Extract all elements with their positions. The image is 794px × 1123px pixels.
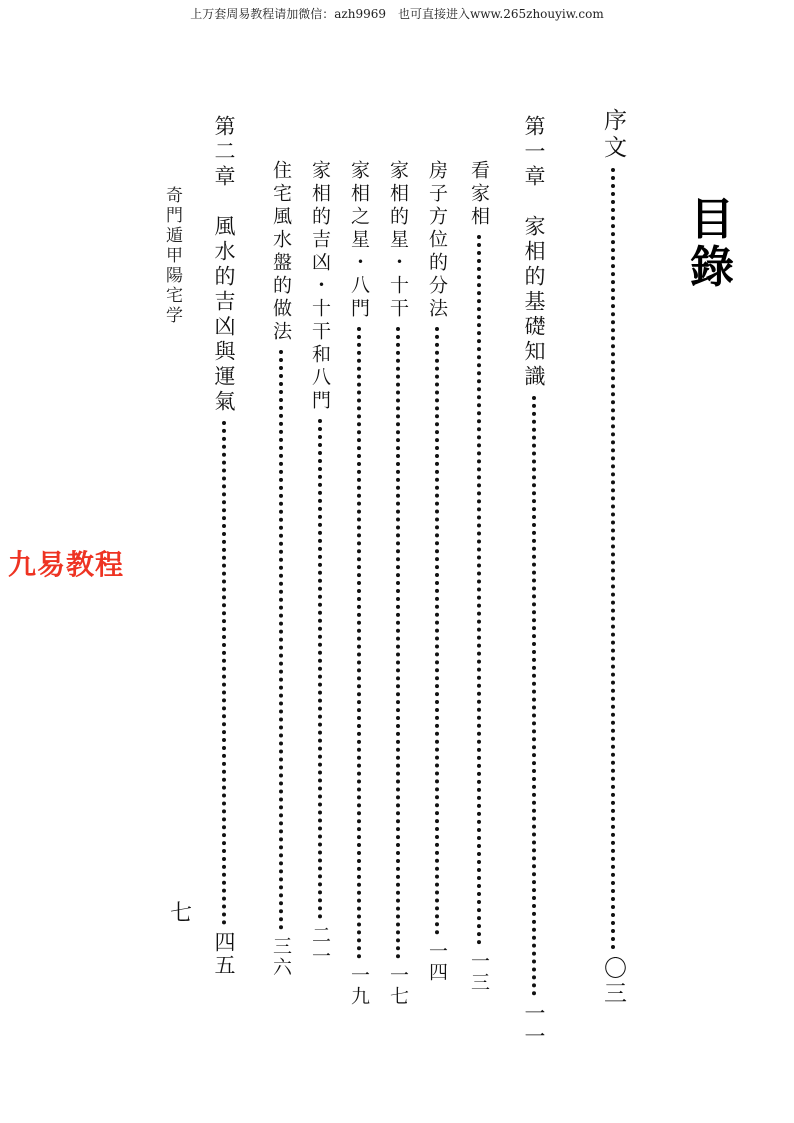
- toc-entry-label: 第二章 風水的吉凶與運氣: [212, 115, 236, 415]
- toc-entry-page: 一一: [522, 1002, 546, 1048]
- toc-leader-dots: [532, 396, 536, 996]
- toc-leader-dots: [611, 168, 615, 950]
- toc-entry-chapter-2: [210, 115, 238, 977]
- toc-entry-label: 住宅風水盤的做法: [270, 160, 292, 344]
- toc-entry-section: [307, 160, 333, 967]
- toc-entry-label: 家相的星・十干: [387, 160, 409, 321]
- toc-entry-page: 三六: [270, 936, 292, 978]
- toc-entry-label: 序文: [600, 108, 626, 162]
- toc-leader-dots: [222, 421, 226, 925]
- toc-entry-label: 看家相: [468, 160, 490, 229]
- toc-leader-dots: [357, 327, 361, 959]
- page-number: 七: [170, 901, 193, 926]
- toc-leader-dots: [477, 235, 481, 945]
- toc-entry-page: 一四: [426, 941, 448, 983]
- toc-entry-page: 〇三: [600, 956, 626, 1006]
- toc-entry-section: [424, 160, 450, 983]
- toc-entry-section: [385, 160, 411, 1007]
- toc-entry-page: 一三: [468, 951, 490, 993]
- toc-entry-page: 二一: [309, 925, 331, 967]
- toc-title-char-2: 錄: [690, 242, 734, 293]
- toc-entry-section: [346, 160, 372, 1007]
- toc-entry-section: [268, 160, 294, 978]
- toc-entry-label: 家相的吉凶・十干和八門: [309, 160, 331, 413]
- toc-entry-preface: [598, 108, 628, 1006]
- toc-leader-dots: [279, 350, 283, 930]
- toc-leader-dots: [396, 327, 400, 959]
- toc-leader-dots: [318, 419, 322, 919]
- toc-entry-chapter-1: [520, 115, 548, 1048]
- toc-entry-label: 房子方位的分法: [426, 160, 448, 321]
- book-side-title: 奇門遁甲陽宅学: [162, 186, 182, 326]
- toc-entry-label: 第一章 家相的基礎知識: [522, 115, 546, 390]
- toc-entry-page: 四五: [212, 931, 236, 977]
- toc-title-char-1: 目: [690, 194, 734, 245]
- header-banner: 上万套周易教程请加微信：azh9969 也可直接进入www.265zhouyiw.com: [190, 7, 604, 21]
- toc-entry-page: 一七: [387, 965, 409, 1007]
- toc-entry-label: 家相之星・八門: [348, 160, 370, 321]
- toc-entry-page: 一九: [348, 965, 370, 1007]
- toc-leader-dots: [435, 327, 439, 935]
- toc-title: [686, 196, 738, 292]
- watermark: 九易教程: [8, 548, 125, 581]
- toc-entry-section: [466, 160, 492, 993]
